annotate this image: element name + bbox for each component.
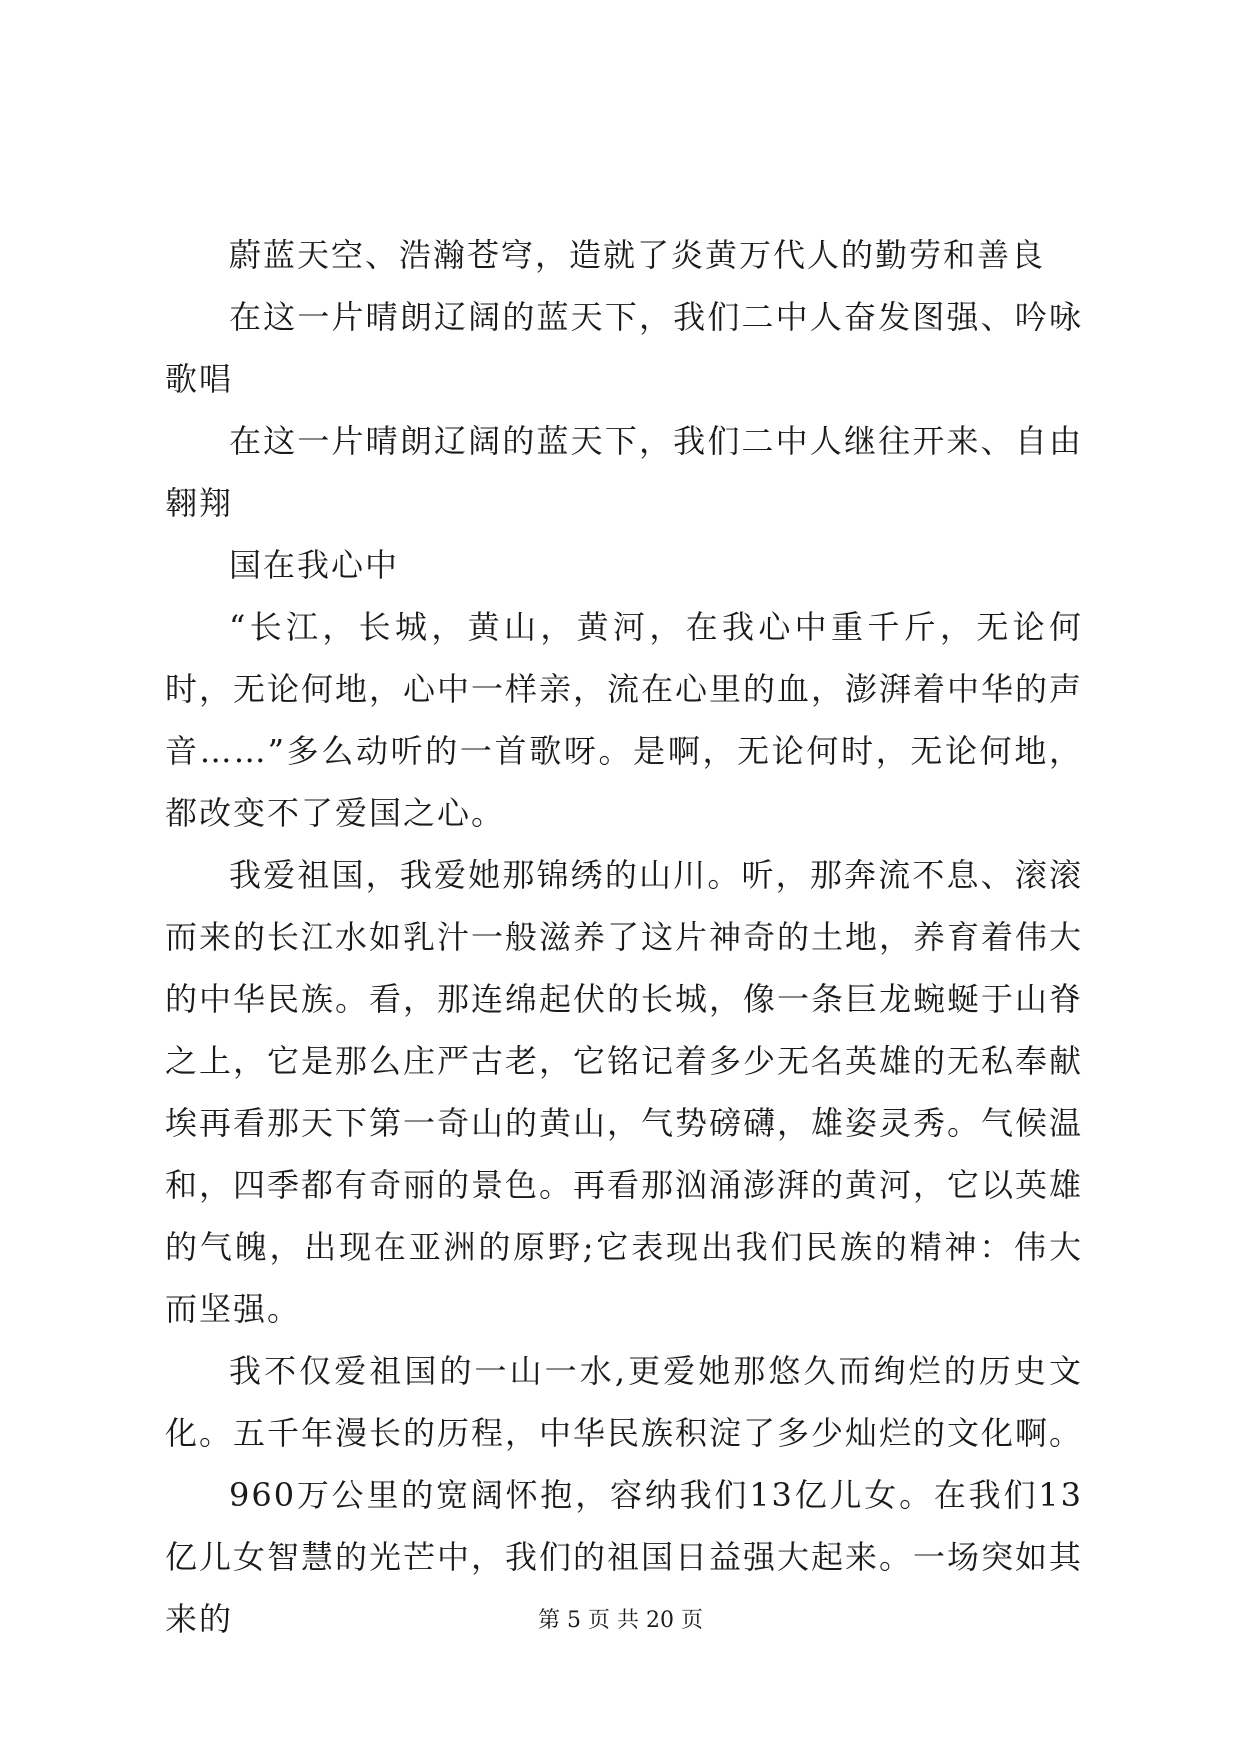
document-body [165,224,1083,1650]
page-number-footer: 第 5 页 共 20 页 [538,1608,703,1633]
paragraph: 国在我心中 [229,546,400,584]
paragraph: “长江，长城，黄山，黄河，在我心中重千斤，无论何时，无论何地，心中一样亲，流在心里的血，澎湃着中华的声音……”多么动听的一首歌呀。是啊，无论何时，无论何地，都改变不了爱国之心。 [165,608,1084,832]
paragraph: 我不仅爱祖国的一山一水,更爱她那悠久而绚烂的历史文化。五千年漫长的历程，中华民族积淀了多少灿烂的文化啊。 [165,1352,1084,1452]
paragraph: 960万公里的宽阔怀抱，容纳我们13亿儿女。在我们13亿儿女智慧的光芒中，我们的祖国日益强大起来。一场突如其来的 [165,1476,1084,1638]
paragraph: 在这一片晴朗辽阔的蓝天下，我们二中人奋发图强、吟咏歌唱 [165,298,1083,398]
paragraph: 我爱祖国，我爱她那锦绣的山川。听，那奔流不息、滚滚而来的长江水如乳汁一般滋养了这片神奇的土地，养育着伟大的中华民族。看，那连绵起伏的长城，像一条巨龙蜿蜒于山脊之上，它是那么庄严古老，它铭记着多少无名英雄的无私奉献埃再看那天下第一奇山的黄山，气势磅礴，雄姿灵秀。气候温和，四季都有奇丽的景色。再看那汹涌澎湃的黄河，它以英雄的气魄，出现在亚洲的原野;它表现出我们民族的精神：伟大而坚强。 [165,856,1084,1328]
paragraph: 在这一片晴朗辽阔的蓝天下，我们二中人继往开来、自由翱翔 [165,422,1083,522]
paragraph: 蔚蓝天空、浩瀚苍穹，造就了炎黄万代人的勤劳和善良 [229,236,1046,274]
